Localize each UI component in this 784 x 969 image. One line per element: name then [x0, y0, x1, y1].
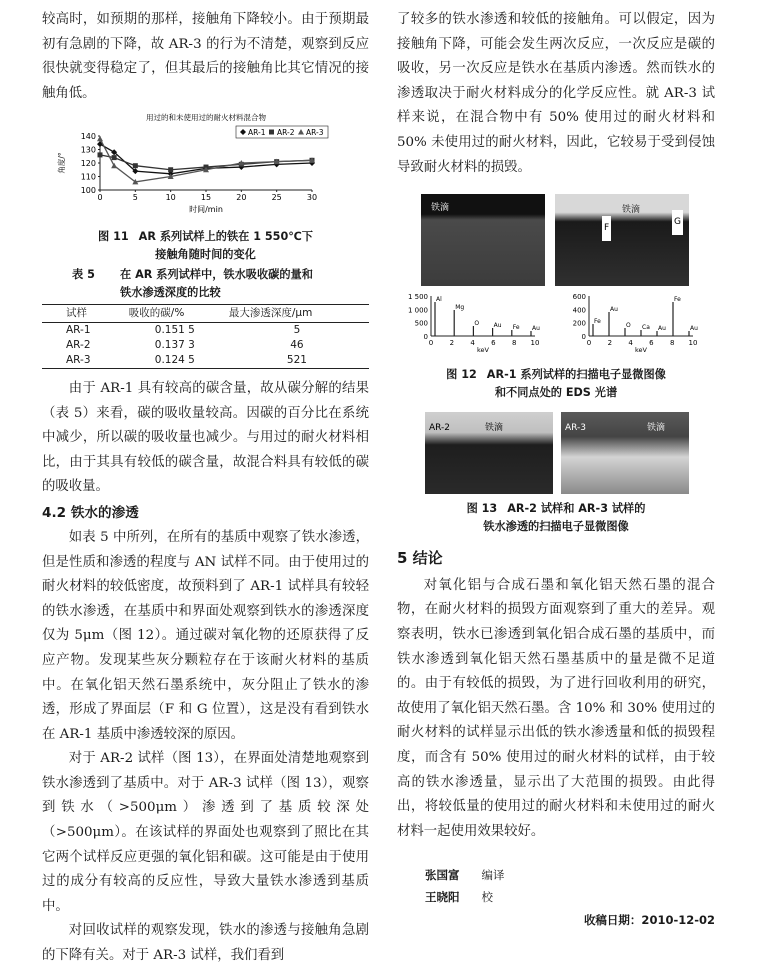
- figure-12-eds: [397, 292, 715, 362]
- y-tick-label: 130: [80, 145, 96, 155]
- eds-x-tick-label: 2: [449, 339, 455, 348]
- y-tick-label: 100: [80, 186, 96, 196]
- eds-x-label: keV: [477, 346, 489, 353]
- caption-number: 图 12: [446, 367, 477, 381]
- eds-peak-label: Mg: [455, 304, 465, 312]
- sem-label: AR-3: [565, 422, 587, 433]
- eds-x-tick-label: 10: [530, 339, 540, 348]
- x-tick-label: 5: [132, 193, 138, 203]
- editor-name: 张国富: [425, 868, 460, 883]
- paragraph: 较高时，如预期的那样，接触角下降较小。由于预期最初有急剧的下降，故 AR-3 的行为不清楚，观察到反应很快就变得稳定了，但其最后的接触角比其它情况的接触角低。: [42, 12, 369, 101]
- eds-x-tick-label: 8: [669, 339, 675, 348]
- table-header-row: [42, 304, 369, 322]
- legend-marker: [269, 130, 274, 135]
- table-cell: AR-2: [66, 338, 91, 351]
- data-point: [111, 163, 117, 169]
- sem-label: 铁滴: [431, 203, 450, 214]
- paragraph: 对回收试样的观察发现，铁水的渗透与接触角急剧的下降有关。对于 AR-3 试样，我们看到: [42, 923, 369, 964]
- chart-title: 用过的和未使用过的耐火材料混合物: [146, 113, 266, 123]
- data-point: [133, 164, 138, 169]
- paragraph: 如表 5 中所列，在所有的基质中观察了铁水渗透，但是性质和渗透的程度与 AN 试样不同。由于使用过的耐火材料的较低密度，故预料到了 AR-1 试样具有较轻的铁水渗透，在基质中和界面处观察到铁水的渗透深度仅为 5μm（图 12）。通过碳对氧化物的还原获得了反应产物。发现某些灰分颗粒存在于该耐火材料的基质中。在氧化铝天然石墨系统中，灰分阻止了铁水的渗透，形成了界面层（F 和 G 位置），这是没有看到铁水在 AR-1 基质中渗透较深的原因。: [42, 529, 369, 742]
- eds-peak-label: Al: [436, 296, 442, 304]
- figure-13: [397, 412, 715, 498]
- editor-line: [425, 864, 715, 886]
- eds-x-tick-label: 0: [428, 339, 434, 348]
- eds-peak-label: O: [626, 322, 631, 330]
- sem-label: 铁滴: [622, 205, 641, 216]
- column-header: 试样: [42, 304, 125, 322]
- table-row: [42, 322, 369, 338]
- x-tick-label: 30: [306, 193, 318, 203]
- paragraph: 了较多的铁水渗透和较低的接触角。可以假定，因为接触角下降，可能会发生两次反应，一次反应是碳的吸收，另一次反应是铁水在基质内渗透。然而铁水的渗透取决于耐火材料成分的化学反应性。就 AR-3 试样来说，在混合物中有 50% 使用过的耐火材料和 50% 未使用过的耐火材料，因此，它较易于受到侵蚀导致耐火材料的损毁。: [397, 12, 715, 175]
- caption-line: 接触角随时间的变化: [155, 247, 256, 261]
- table-cell: 0.151 5: [154, 323, 195, 336]
- editor-line: [425, 886, 715, 908]
- legend-label: AR-1: [248, 128, 266, 138]
- section-heading: 4.2 铁水的渗透: [42, 504, 139, 521]
- legend: [236, 126, 328, 138]
- caption-line: AR-1 系列试样的扫描电子显微图像: [486, 367, 666, 381]
- sem-label: AR-2: [429, 422, 451, 433]
- eds-y-tick-label: 1 500: [407, 293, 428, 302]
- eds-peak-label: Ca: [642, 324, 650, 332]
- table-row: [42, 353, 369, 369]
- sem-label: 铁滴: [647, 422, 666, 433]
- x-tick-label: 25: [271, 193, 282, 203]
- caption-line: AR 系列试样上的铁在 1 550℃下: [138, 229, 313, 243]
- series-line-ar-3: [100, 139, 312, 182]
- column-header: 吸收的碳/%: [125, 304, 225, 322]
- data-point: [97, 136, 103, 142]
- eds-peak-label: O: [474, 320, 480, 328]
- eds-peak-label: Au: [532, 325, 540, 333]
- eds-peak-label: Au: [658, 325, 666, 333]
- paragraph: 对于 AR-2 试样（图 13），在界面处清楚地观察到铁水渗透到了基质中。对于 AR-3 试样（图 13），观察到铁水（>500μm）渗透到了基质较深处（>500μm）。在该试样的界面处也观察到了照比在其它两个试样反应更强的氧化铝和碳。这可能是由于使用过的成分有较高的反应性，导致大量铁水渗透到基质中。: [42, 751, 369, 914]
- y-tick-label: 140: [80, 132, 96, 142]
- eds-peak-label: Fe: [594, 318, 601, 326]
- received-date: 收稿日期：2010-12-02: [583, 913, 715, 928]
- y-axis-label: 角度/°: [57, 152, 66, 175]
- figure-11-caption: [42, 228, 369, 264]
- contact-angle-chart: [42, 112, 369, 216]
- caption-number: 图 13: [466, 501, 498, 515]
- sem-label: F: [602, 216, 611, 241]
- eds-x-label: keV: [635, 346, 647, 353]
- eds-y-tick-label: 200: [572, 319, 586, 328]
- paragraph: 对氧化铝与合成石墨和氧化铝天然石墨的混合物，在耐火材料的损毁方面观察到了重大的差异。观察表明，铁水已渗透到氧化铝合成石墨的基质中，而铁水渗透到氧化铝天然石墨基质中的量是微不足道的。由于有较低的损毁，为了进行回收利用的研究，故使用了氧化铝天然石墨。含 10% 和 30% 使用过的耐火材料的试样显示出低的铁水渗透量和低的损毁程度，而含有 50% 使用过的耐火材料的试样，由于较高的铁水渗透量，显示出了大范围的损毁。由此得出，将较低量的使用过的耐火材料和未使用过的耐火材料一起使用效果较好。: [397, 577, 715, 839]
- eds-x-tick-label: 6: [649, 339, 654, 348]
- eds-y-tick-label: 500: [414, 319, 428, 328]
- x-axis-label: 时间/min: [189, 205, 223, 215]
- figure-11: [42, 112, 369, 226]
- eds-y-tick-label: 1 000: [407, 306, 428, 315]
- editor-name: 王晓阳: [425, 890, 460, 905]
- right-column: [397, 8, 715, 930]
- caption-number: 图 11: [98, 229, 129, 243]
- sem-label: 铁滴: [485, 422, 504, 433]
- x-tick-label: 20: [236, 193, 247, 203]
- figure-13-caption: [397, 500, 715, 536]
- caption-number: 表 5: [72, 267, 95, 281]
- eds-spectra: [397, 292, 715, 352]
- sem-label: G: [672, 210, 683, 235]
- eds-x-tick-label: 4: [628, 339, 633, 348]
- column-header: 最大渗透深度/μm: [225, 304, 369, 322]
- caption-line: 铁水渗透的扫描电子显微图像: [483, 519, 629, 533]
- eds-y-tick-label: 0: [423, 333, 428, 342]
- legend-label: AR-3: [306, 128, 324, 138]
- data-point: [168, 168, 173, 173]
- eds-peak-label: Au: [690, 325, 698, 333]
- table-cell: 5: [293, 323, 301, 336]
- section-heading: 5 结论: [397, 548, 443, 567]
- x-tick-label: 10: [165, 193, 176, 203]
- table-cell: 521: [225, 353, 369, 369]
- table-row: [42, 338, 369, 353]
- eds-x-tick-label: 4: [470, 339, 475, 348]
- figure-12-sem: [397, 194, 715, 290]
- eds-y-tick-label: 400: [572, 306, 586, 315]
- y-tick-label: 120: [80, 159, 96, 169]
- paragraph: 由于 AR-1 具有较高的碳含量，故从碳分解的结果（表 5）来看，碳的吸收量较高。因碳的百分比在系统中减少，所以碳的吸收量也减少。与用过的耐火材料相比，由于其具有较低的碳含量，故混合料具有较低的碳的吸收量。: [42, 380, 369, 495]
- eds-x-tick-label: 10: [688, 339, 698, 348]
- eds-peak-label: Au: [610, 306, 618, 314]
- caption-line: 和不同点处的 EDS 光谱: [494, 385, 618, 399]
- table-5: [42, 304, 369, 369]
- eds-x-tick-label: 0: [586, 339, 592, 348]
- editor-role: 编译: [481, 868, 505, 883]
- table-cell: 0.124 5: [125, 353, 225, 369]
- figure-12-caption: [397, 366, 715, 402]
- left-column: [42, 8, 369, 969]
- table-cell: 0.137 3: [154, 338, 195, 351]
- editor-role: 校: [481, 890, 493, 905]
- table-5-caption: [42, 266, 369, 302]
- legend-label: AR-2: [277, 128, 295, 138]
- eds-y-tick-label: 600: [572, 293, 586, 302]
- x-tick-label: 0: [97, 193, 103, 203]
- eds-peak-label: Fe: [512, 324, 520, 332]
- y-tick-label: 110: [80, 172, 96, 182]
- caption-line: AR-2 试样和 AR-3 试样的: [507, 501, 646, 515]
- caption-line: 在 AR 系列试样中，铁水吸收碳的量和: [120, 267, 313, 281]
- table-cell: AR-1: [66, 323, 91, 336]
- table-cell: AR-3: [42, 353, 125, 369]
- eds-peak-label: Au: [493, 322, 502, 330]
- data-point: [98, 153, 103, 158]
- eds-y-tick-label: 0: [581, 333, 586, 342]
- caption-line: 铁水渗透深度的比较: [120, 285, 221, 299]
- eds-peak-label: Fe: [674, 296, 681, 304]
- table-cell: 46: [290, 338, 304, 351]
- data-point: [112, 155, 117, 160]
- eds-x-tick-label: 6: [491, 339, 496, 348]
- x-tick-label: 15: [200, 193, 212, 203]
- eds-x-tick-label: 2: [607, 339, 613, 348]
- eds-x-tick-label: 8: [511, 339, 517, 348]
